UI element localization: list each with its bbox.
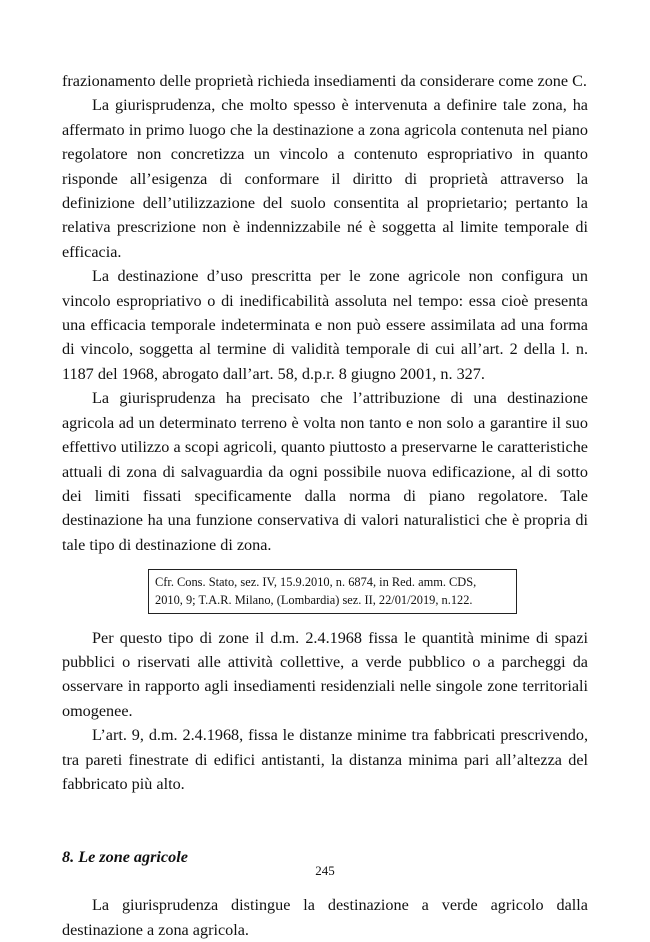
page-number: 245	[315, 863, 335, 878]
paragraph-verde-agricolo: La giurisprudenza distingue la destinazione a verde agricolo dalla destinazione a zona agricola.	[62, 896, 588, 939]
paragraph-art-9-distanze: L’art. 9, d.m. 2.4.1968, fissa le distanze minime tra fabbricati prescrivendo, tra pareti finestrate di edifici antistanti, la distanza minima pari all’altezza del fabbricato più alto.	[62, 726, 588, 793]
section-heading: 8. Le zone agricole	[62, 848, 188, 867]
paragraph-destinazione-uso: La destinazione d’uso prescritta per le zone agricole non configura un vincolo espropriativo o di inedificabilità assoluta nel tempo: essa cioè presenta una efficacia temporale indeterminata e non può essere assimilata ad una forma di vincolo, soggetta al termine di validità temporale di cui all’art. 2 della l. n. 1187 del 1968, abrogato dall’art. 58, d.p.r. 8 giugno 2001, n. 327.	[62, 267, 588, 383]
citation-box	[148, 569, 517, 613]
citation-line-1: Cfr. Cons. Stato, sez. IV, 15.9.2010, n. 6874, in Red. amm. CDS,	[155, 575, 477, 590]
paragraph-attribuzione-agricola: La giurisprudenza ha precisato che l’attribuzione di una destinazione agricola ad un determinato terreno è volta non tanto e non solo a garantire il suo effettivo utilizzo a scopi agricoli, quanto piuttosto a preservarne le caratteristiche attuali di zona di salvaguardia da ogni possibile nuova edificazione, al di sotto dei limiti fissati specificamente dalla norma di piano regolatore. Tale destinazione ha una funzione conservativa di valori naturalistici che è propria di tale tipo di destinazione di zona.	[62, 389, 588, 554]
page-body	[62, 69, 588, 942]
paragraph-continuation: frazionamento delle proprietà richieda insediamenti da considerare come zone C.	[62, 72, 587, 90]
citation-line-2: 2010, 9; T.A.R. Milano, (Lombardia) sez. II, 22/01/2019, n.122.	[155, 593, 473, 608]
paragraph-dm-quantita: Per questo tipo di zone il d.m. 2.4.1968 fissa le quantità minime di spazi pubblici o riservati alle attività collettive, a verde pubblico o a parcheggi da osservare in rapporto agli insediamenti residenziali nelle singole zone territoriali omogenee.	[62, 628, 588, 720]
paragraph-giurisprudenza-zona: La giurisprudenza, che molto spesso è intervenuta a definire tale zona, ha affermato in primo luogo che la destinazione a zona agricola contenuta nel piano regolatore non concretizza un vincolo a contenuto espropriativo in quanto risponde all’esigenza di conformare il diritto di proprietà attraverso la definizione dell’utilizzazione del suolo consentita al proprietario; pertanto la relativa prescrizione non è indennizzabile né è soggetta al limite temporale di efficacia.	[62, 96, 588, 261]
